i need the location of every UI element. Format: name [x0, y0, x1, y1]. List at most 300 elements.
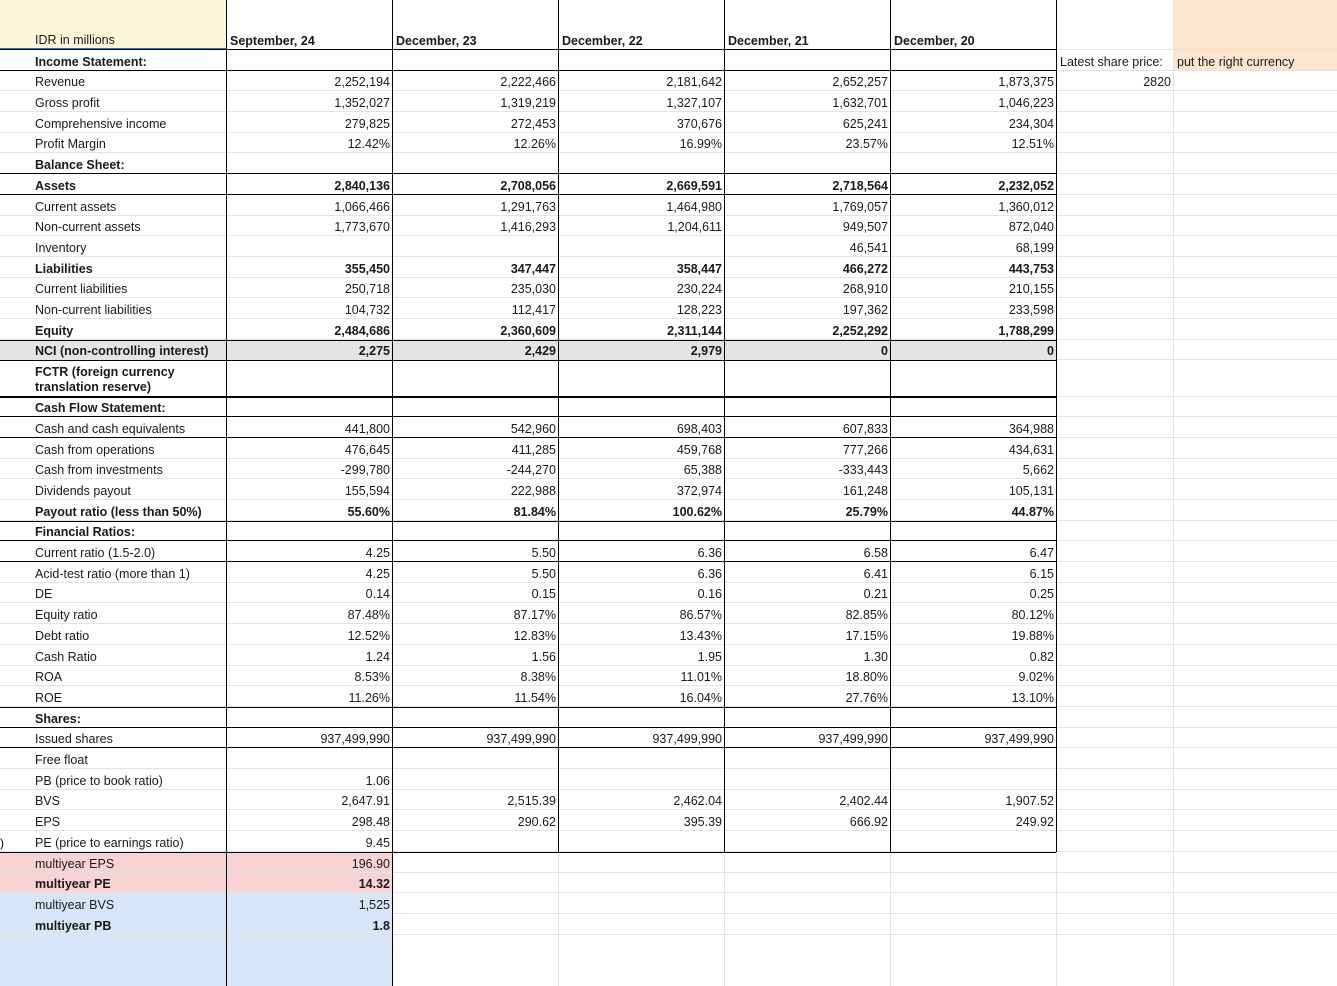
value-cell[interactable]: 459,768: [558, 438, 724, 459]
side-cell[interactable]: [1173, 583, 1337, 604]
value-cell[interactable]: 13.10%: [890, 686, 1056, 707]
value-cell[interactable]: 81.84%: [392, 500, 558, 521]
side-cell[interactable]: [1173, 195, 1337, 216]
period-header-cell[interactable]: December, 21: [724, 0, 890, 50]
value-cell[interactable]: 235,030: [392, 278, 558, 299]
value-cell[interactable]: 161,248: [724, 479, 890, 500]
value-cell[interactable]: 12.26%: [392, 133, 558, 154]
value-cell[interactable]: 11.01%: [558, 666, 724, 687]
value-cell[interactable]: 82.85%: [724, 604, 890, 625]
value-cell[interactable]: 1.95: [558, 645, 724, 666]
side-cell[interactable]: [1173, 541, 1337, 562]
value-cell[interactable]: [226, 707, 392, 728]
side-cell[interactable]: [1056, 811, 1173, 832]
period-header-cell[interactable]: December, 23: [392, 0, 558, 50]
row-label-cell[interactable]: Free float: [0, 748, 226, 769]
currency-header-cell[interactable]: [1173, 0, 1337, 50]
row-label-cell[interactable]: Financial Ratios:: [0, 521, 226, 542]
value-cell[interactable]: [392, 852, 558, 873]
value-cell[interactable]: 1,769,057: [724, 195, 890, 216]
value-cell[interactable]: [890, 873, 1056, 894]
value-cell[interactable]: [226, 397, 392, 418]
row-label-cell[interactable]: DE: [0, 583, 226, 604]
value-cell[interactable]: 155,594: [226, 479, 392, 500]
side-cell[interactable]: [1056, 216, 1173, 237]
row-label-cell[interactable]: PB (price to book ratio): [0, 769, 226, 790]
side-cell[interactable]: [1056, 154, 1173, 175]
value-cell[interactable]: [392, 707, 558, 728]
value-cell[interactable]: [392, 748, 558, 769]
value-cell[interactable]: [724, 914, 890, 935]
value-cell[interactable]: [724, 873, 890, 894]
row-label-cell[interactable]: Current ratio (1.5-2.0): [0, 541, 226, 562]
value-cell[interactable]: 1,788,299: [890, 319, 1056, 340]
side-cell[interactable]: [1056, 174, 1173, 195]
value-cell[interactable]: 2,647.91: [226, 790, 392, 811]
row-label-cell[interactable]: Cash Ratio: [0, 645, 226, 666]
value-cell[interactable]: 2,429: [392, 340, 558, 361]
side-cell[interactable]: [1056, 361, 1173, 397]
value-cell[interactable]: [226, 521, 392, 542]
value-cell[interactable]: [392, 769, 558, 790]
value-cell[interactable]: 2,181,642: [558, 71, 724, 92]
period-header-cell[interactable]: December, 20: [890, 0, 1056, 50]
value-cell[interactable]: [724, 707, 890, 728]
value-cell[interactable]: 16.04%: [558, 686, 724, 707]
value-cell[interactable]: 872,040: [890, 216, 1056, 237]
side-cell[interactable]: [1173, 319, 1337, 340]
value-cell[interactable]: 666.92: [724, 811, 890, 832]
side-cell[interactable]: [1056, 686, 1173, 707]
side-cell[interactable]: [1056, 521, 1173, 542]
side-cell[interactable]: [1173, 278, 1337, 299]
value-cell[interactable]: 268,910: [724, 278, 890, 299]
side-cell[interactable]: [1056, 541, 1173, 562]
side-cell[interactable]: [1056, 604, 1173, 625]
side-cell[interactable]: [1056, 278, 1173, 299]
value-cell[interactable]: 937,499,990: [724, 728, 890, 749]
value-cell[interactable]: 937,499,990: [226, 728, 392, 749]
value-cell[interactable]: 1,360,012: [890, 195, 1056, 216]
value-cell[interactable]: 1,046,223: [890, 91, 1056, 112]
value-cell[interactable]: 1.56: [392, 645, 558, 666]
value-cell[interactable]: 12.52%: [226, 624, 392, 645]
side-cell[interactable]: [1173, 645, 1337, 666]
side-cell[interactable]: [1173, 707, 1337, 728]
value-cell[interactable]: 443,753: [890, 257, 1056, 278]
value-cell[interactable]: 0: [890, 340, 1056, 361]
value-cell[interactable]: 347,447: [392, 257, 558, 278]
value-cell[interactable]: 196.90: [226, 852, 392, 873]
side-cell[interactable]: [1173, 666, 1337, 687]
value-cell[interactable]: [392, 893, 558, 914]
side-cell[interactable]: [1056, 417, 1173, 438]
row-label-cell[interactable]: Cash from operations: [0, 438, 226, 459]
side-cell[interactable]: [1173, 604, 1337, 625]
value-cell[interactable]: 197,362: [724, 298, 890, 319]
value-cell[interactable]: 11.54%: [392, 686, 558, 707]
row-label-cell[interactable]: Equity: [0, 319, 226, 340]
row-label-cell[interactable]: Issued shares: [0, 728, 226, 749]
value-cell[interactable]: 1,464,980: [558, 195, 724, 216]
side-cell[interactable]: [1173, 790, 1337, 811]
side-cell[interactable]: [1056, 645, 1173, 666]
value-cell[interactable]: 1,327,107: [558, 91, 724, 112]
value-cell[interactable]: 105,131: [890, 479, 1056, 500]
value-cell[interactable]: [392, 397, 558, 418]
value-cell[interactable]: 1,416,293: [392, 216, 558, 237]
side-cell[interactable]: [1173, 257, 1337, 278]
share-price-label[interactable]: Latest share price:: [1056, 50, 1173, 71]
value-cell[interactable]: 5,662: [890, 459, 1056, 480]
value-cell[interactable]: [392, 831, 558, 852]
value-cell[interactable]: 16.99%: [558, 133, 724, 154]
value-cell[interactable]: 18.80%: [724, 666, 890, 687]
side-cell[interactable]: [1056, 873, 1173, 894]
value-cell[interactable]: 14.32: [226, 873, 392, 894]
value-cell[interactable]: 1,352,027: [226, 91, 392, 112]
side-cell[interactable]: [1056, 397, 1173, 418]
value-cell[interactable]: [890, 154, 1056, 175]
value-cell[interactable]: 2,232,052: [890, 174, 1056, 195]
value-cell[interactable]: [226, 154, 392, 175]
value-cell[interactable]: 249.92: [890, 811, 1056, 832]
value-cell[interactable]: [890, 521, 1056, 542]
side-cell[interactable]: [1056, 728, 1173, 749]
value-cell[interactable]: 0.21: [724, 583, 890, 604]
value-cell[interactable]: [558, 154, 724, 175]
side-cell[interactable]: [1173, 831, 1337, 852]
side-cell[interactable]: [1056, 666, 1173, 687]
row-label-cell[interactable]: Non-current liabilities: [0, 298, 226, 319]
value-cell[interactable]: [558, 873, 724, 894]
value-cell[interactable]: [558, 769, 724, 790]
row-label-cell[interactable]: Cash and cash equivalents: [0, 417, 226, 438]
side-cell[interactable]: [1056, 852, 1173, 873]
value-cell[interactable]: [890, 831, 1056, 852]
value-cell[interactable]: [724, 50, 890, 71]
value-cell[interactable]: 0.25: [890, 583, 1056, 604]
value-cell[interactable]: 2,669,591: [558, 174, 724, 195]
row-label-cell[interactable]: ROA: [0, 666, 226, 687]
value-cell[interactable]: 86.57%: [558, 604, 724, 625]
value-cell[interactable]: 777,266: [724, 438, 890, 459]
unit-label-cell[interactable]: IDR in millions: [0, 0, 226, 50]
side-cell[interactable]: [1056, 298, 1173, 319]
value-cell[interactable]: [890, 852, 1056, 873]
value-cell[interactable]: 104,732: [226, 298, 392, 319]
value-cell[interactable]: 250,718: [226, 278, 392, 299]
side-cell[interactable]: [1173, 174, 1337, 195]
side-cell[interactable]: [1173, 521, 1337, 542]
value-cell[interactable]: 441,800: [226, 417, 392, 438]
side-cell[interactable]: [1056, 831, 1173, 852]
value-cell[interactable]: [558, 748, 724, 769]
value-cell[interactable]: 65,388: [558, 459, 724, 480]
value-cell[interactable]: 279,825: [226, 112, 392, 133]
value-cell[interactable]: 1.06: [226, 769, 392, 790]
row-label-cell[interactable]: BVS: [0, 790, 226, 811]
value-cell[interactable]: 2,402.44: [724, 790, 890, 811]
row-label-cell[interactable]: multiyear EPS: [0, 852, 226, 873]
row-label-cell[interactable]: Current liabilities: [0, 278, 226, 299]
value-cell[interactable]: [890, 893, 1056, 914]
row-label-cell[interactable]: Gross profit: [0, 91, 226, 112]
value-cell[interactable]: [890, 769, 1056, 790]
value-cell[interactable]: [558, 831, 724, 852]
value-cell[interactable]: 5.50: [392, 541, 558, 562]
side-cell[interactable]: [1056, 790, 1173, 811]
side-cell[interactable]: [1173, 397, 1337, 418]
value-cell[interactable]: [724, 361, 890, 397]
value-cell[interactable]: 8.53%: [226, 666, 392, 687]
value-cell[interactable]: 5.50: [392, 562, 558, 583]
value-cell[interactable]: 937,499,990: [392, 728, 558, 749]
value-cell[interactable]: [392, 154, 558, 175]
value-cell[interactable]: [392, 914, 558, 935]
side-cell[interactable]: [1173, 728, 1337, 749]
value-cell[interactable]: 1,291,763: [392, 195, 558, 216]
value-cell[interactable]: 290.62: [392, 811, 558, 832]
row-label-cell[interactable]: Comprehensive income: [0, 112, 226, 133]
value-cell[interactable]: 11.26%: [226, 686, 392, 707]
value-cell[interactable]: 23.57%: [724, 133, 890, 154]
value-cell[interactable]: 0.16: [558, 583, 724, 604]
side-cell[interactable]: [1056, 914, 1173, 935]
value-cell[interactable]: 2,708,056: [392, 174, 558, 195]
value-cell[interactable]: 1.30: [724, 645, 890, 666]
value-cell[interactable]: 358,447: [558, 257, 724, 278]
value-cell[interactable]: 6.41: [724, 562, 890, 583]
value-cell[interactable]: 1.24: [226, 645, 392, 666]
value-cell[interactable]: 12.42%: [226, 133, 392, 154]
value-cell[interactable]: 1,319,219: [392, 91, 558, 112]
value-cell[interactable]: 27.76%: [724, 686, 890, 707]
value-cell[interactable]: 395.39: [558, 811, 724, 832]
side-cell[interactable]: [1173, 748, 1337, 769]
side-cell[interactable]: [1173, 236, 1337, 257]
value-cell[interactable]: [724, 521, 890, 542]
value-cell[interactable]: 6.36: [558, 541, 724, 562]
value-cell[interactable]: [558, 893, 724, 914]
row-label-cell[interactable]: FCTR (foreign currency translation reserve): [0, 361, 226, 397]
value-cell[interactable]: [890, 707, 1056, 728]
value-cell[interactable]: [558, 852, 724, 873]
side-cell[interactable]: [1173, 361, 1337, 397]
row-label-cell[interactable]: multiyear PB: [0, 914, 226, 935]
side-cell[interactable]: [1056, 583, 1173, 604]
row-label-cell[interactable]: ROE: [0, 686, 226, 707]
value-cell[interactable]: 1,632,701: [724, 91, 890, 112]
side-cell[interactable]: [1173, 479, 1337, 500]
side-cell[interactable]: [1056, 748, 1173, 769]
row-label-cell[interactable]: Dividends payout: [0, 479, 226, 500]
value-cell[interactable]: 298.48: [226, 811, 392, 832]
value-cell[interactable]: 12.51%: [890, 133, 1056, 154]
value-cell[interactable]: [890, 361, 1056, 397]
side-cell[interactable]: [1056, 319, 1173, 340]
period-header-cell[interactable]: September, 24: [226, 0, 392, 50]
side-cell[interactable]: [1173, 893, 1337, 914]
value-cell[interactable]: 1.8: [226, 914, 392, 935]
value-cell[interactable]: 112,417: [392, 298, 558, 319]
value-cell[interactable]: -333,443: [724, 459, 890, 480]
value-cell[interactable]: [226, 50, 392, 71]
side-cell[interactable]: [1056, 562, 1173, 583]
value-cell[interactable]: [724, 893, 890, 914]
side-cell[interactable]: [1056, 769, 1173, 790]
row-label-cell[interactable]: Cash from investments: [0, 459, 226, 480]
side-cell[interactable]: [1173, 154, 1337, 175]
currency-note-cell[interactable]: put the right currency: [1173, 50, 1337, 71]
value-cell[interactable]: [558, 236, 724, 257]
side-cell[interactable]: [1173, 686, 1337, 707]
row-label-cell[interactable]: NCI (non-controlling interest): [0, 340, 226, 361]
value-cell[interactable]: 2,222,466: [392, 71, 558, 92]
value-cell[interactable]: 6.58: [724, 541, 890, 562]
value-cell[interactable]: 1,204,611: [558, 216, 724, 237]
value-cell[interactable]: 87.17%: [392, 604, 558, 625]
value-cell[interactable]: 2,484,686: [226, 319, 392, 340]
value-cell[interactable]: [724, 154, 890, 175]
value-cell[interactable]: 364,988: [890, 417, 1056, 438]
side-cell[interactable]: [1056, 500, 1173, 521]
side-cell[interactable]: [1056, 624, 1173, 645]
row-label-cell[interactable]: multiyear BVS: [0, 893, 226, 914]
value-cell[interactable]: [392, 521, 558, 542]
value-cell[interactable]: 46,541: [724, 236, 890, 257]
value-cell[interactable]: 476,645: [226, 438, 392, 459]
value-cell[interactable]: 1,873,375: [890, 71, 1056, 92]
side-cell[interactable]: [1056, 893, 1173, 914]
side-cell[interactable]: [1173, 298, 1337, 319]
side-cell[interactable]: [1056, 133, 1173, 154]
value-cell[interactable]: [392, 361, 558, 397]
value-cell[interactable]: 6.47: [890, 541, 1056, 562]
value-cell[interactable]: 411,285: [392, 438, 558, 459]
value-cell[interactable]: [724, 852, 890, 873]
side-cell[interactable]: [1056, 236, 1173, 257]
empty-header-cell[interactable]: [1056, 0, 1173, 50]
side-cell[interactable]: [1056, 340, 1173, 361]
row-label-cell[interactable]: Current assets: [0, 195, 226, 216]
value-cell[interactable]: 1,525: [226, 893, 392, 914]
value-cell[interactable]: 44.87%: [890, 500, 1056, 521]
value-cell[interactable]: 1,773,670: [226, 216, 392, 237]
value-cell[interactable]: 0.82: [890, 645, 1056, 666]
side-cell[interactable]: [1056, 91, 1173, 112]
side-cell[interactable]: [1173, 216, 1337, 237]
side-cell[interactable]: [1173, 438, 1337, 459]
row-label-cell[interactable]: Shares:: [0, 707, 226, 728]
value-cell[interactable]: 2,311,144: [558, 319, 724, 340]
value-cell[interactable]: 222,988: [392, 479, 558, 500]
value-cell[interactable]: 230,224: [558, 278, 724, 299]
side-cell[interactable]: [1173, 417, 1337, 438]
value-cell[interactable]: 607,833: [724, 417, 890, 438]
value-cell[interactable]: 542,960: [392, 417, 558, 438]
row-label-cell[interactable]: Debt ratio: [0, 624, 226, 645]
row-label-cell[interactable]: Revenue: [0, 71, 226, 92]
value-cell[interactable]: 128,223: [558, 298, 724, 319]
value-cell[interactable]: [392, 873, 558, 894]
value-cell[interactable]: 1,907.52: [890, 790, 1056, 811]
value-cell[interactable]: 68,199: [890, 236, 1056, 257]
row-label-cell[interactable]: PE (price to earnings ratio): [0, 831, 226, 852]
row-label-cell[interactable]: Liabilities: [0, 257, 226, 278]
value-cell[interactable]: [890, 50, 1056, 71]
value-cell[interactable]: [226, 748, 392, 769]
value-cell[interactable]: 9.02%: [890, 666, 1056, 687]
value-cell[interactable]: 2,360,609: [392, 319, 558, 340]
value-cell[interactable]: 2,840,136: [226, 174, 392, 195]
value-cell[interactable]: [890, 914, 1056, 935]
value-cell[interactable]: 2,652,257: [724, 71, 890, 92]
value-cell[interactable]: 80.12%: [890, 604, 1056, 625]
value-cell[interactable]: 17.15%: [724, 624, 890, 645]
side-cell[interactable]: [1173, 459, 1337, 480]
side-cell[interactable]: [1056, 112, 1173, 133]
value-cell[interactable]: 937,499,990: [558, 728, 724, 749]
value-cell[interactable]: 8.38%: [392, 666, 558, 687]
value-cell[interactable]: 9.45: [226, 831, 392, 852]
period-header-cell[interactable]: December, 22: [558, 0, 724, 50]
row-label-cell[interactable]: Acid-test ratio (more than 1): [0, 562, 226, 583]
side-cell[interactable]: [1056, 195, 1173, 216]
value-cell[interactable]: 355,450: [226, 257, 392, 278]
side-cell[interactable]: [1056, 438, 1173, 459]
value-cell[interactable]: [558, 397, 724, 418]
row-label-cell[interactable]: Payout ratio (less than 50%): [0, 500, 226, 521]
value-cell[interactable]: 2,515.39: [392, 790, 558, 811]
side-cell[interactable]: [1173, 133, 1337, 154]
value-cell[interactable]: 370,676: [558, 112, 724, 133]
row-label-cell[interactable]: Balance Sheet:: [0, 154, 226, 175]
side-cell[interactable]: [1173, 91, 1337, 112]
value-cell[interactable]: 233,598: [890, 298, 1056, 319]
side-cell[interactable]: [1173, 71, 1337, 92]
value-cell[interactable]: 87.48%: [226, 604, 392, 625]
share-price-value[interactable]: 2820: [1056, 71, 1173, 92]
value-cell[interactable]: 13.43%: [558, 624, 724, 645]
value-cell[interactable]: 6.15: [890, 562, 1056, 583]
side-cell[interactable]: [1173, 769, 1337, 790]
value-cell[interactable]: [558, 707, 724, 728]
value-cell[interactable]: 434,631: [890, 438, 1056, 459]
value-cell[interactable]: [724, 769, 890, 790]
value-cell[interactable]: [392, 50, 558, 71]
value-cell[interactable]: [392, 236, 558, 257]
value-cell[interactable]: 0: [724, 340, 890, 361]
value-cell[interactable]: 6.36: [558, 562, 724, 583]
value-cell[interactable]: 100.62%: [558, 500, 724, 521]
value-cell[interactable]: [724, 397, 890, 418]
value-cell[interactable]: 12.83%: [392, 624, 558, 645]
value-cell[interactable]: 55.60%: [226, 500, 392, 521]
value-cell[interactable]: 4.25: [226, 541, 392, 562]
side-cell[interactable]: [1056, 459, 1173, 480]
side-cell[interactable]: [1173, 562, 1337, 583]
side-cell[interactable]: [1173, 873, 1337, 894]
row-label-cell[interactable]: Profit Margin: [0, 133, 226, 154]
row-label-cell[interactable]: Assets: [0, 174, 226, 195]
value-cell[interactable]: -299,780: [226, 459, 392, 480]
side-cell[interactable]: [1173, 914, 1337, 935]
value-cell[interactable]: 625,241: [724, 112, 890, 133]
value-cell[interactable]: 19.88%: [890, 624, 1056, 645]
value-cell[interactable]: 1,066,466: [226, 195, 392, 216]
row-label-cell[interactable]: Income Statement:: [0, 50, 226, 71]
